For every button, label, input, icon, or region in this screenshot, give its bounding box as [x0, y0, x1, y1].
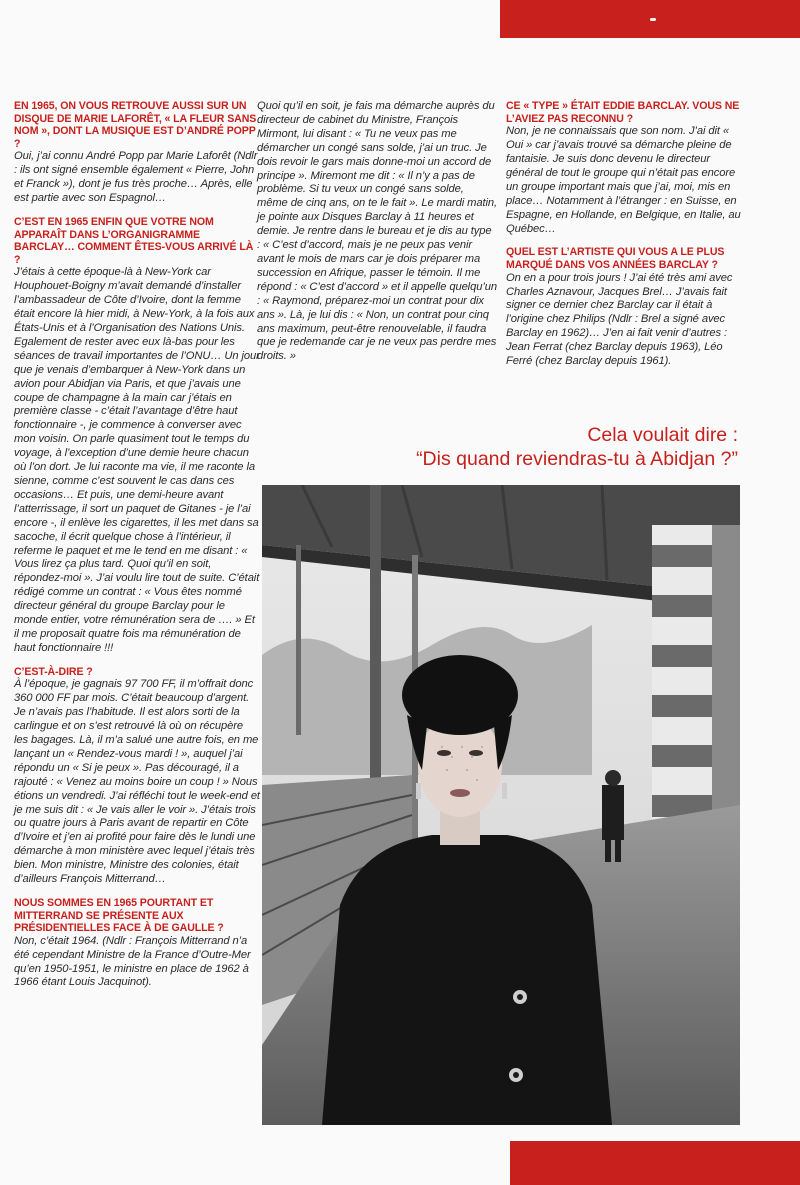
station-platform-photo: [262, 485, 740, 1125]
question-heading: NOUS SOMMES EN 1965 POURTANT ET MITTERRAND SE PRÉSENTE AUX PRÉSIDENTIELLES FACE À DE GAULLE ?: [14, 896, 224, 935]
column-right: [506, 100, 741, 369]
question-heading: QUEL EST L’ARTISTE QUI VOUS A LE PLUS MARQUÉ DANS VOS ANNÉES BARCLAY ?: [506, 246, 725, 272]
pull-quote-line: Cela voulait dire :: [587, 424, 738, 446]
column-left: [14, 100, 260, 990]
answer-text: Non, c’était 1964. (Ndlr : François Mitterrand n’a été cependant Ministre de la France d’Outre-Mer qu’en 1950-1951, le ministre en place de 1962 à 1966 étant Louis Jacquinot).: [14, 934, 251, 989]
answer-text: Oui, j’ai connu André Popp par Marie Laforêt (Ndlr : ils ont signé ensemble également « Pierre, John et Franck »), dont je fus très proche… Après, elle est partie avec son Espagnol…: [14, 150, 258, 205]
question-heading: C’EST EN 1965 ENFIN QUE VOTRE NOM APPARAÎT DANS L’ORGANIGRAMME BARCLAY… COMMENT ÊTES-VOUS ARRIVÉ LÀ ?: [14, 216, 254, 266]
answer-text: À l’époque, je gagnais 97 700 FF, il m’offrait donc 360 000 FF par mois. C’était beaucoup d’argent. Je n’avais pas l’habitude. Il est alors sorti de la carlingue et on s’est retrouvé là où on récupère les bagages. Là, il m’a salué une autre fois, en me lançant un « Rendez-vous mardi ! », auquel j’ai répondu un « Si je peux ». Pas découragé, il a rajouté : « Venez au moins boire un coup ! » Nous étions un vendredi. J’ai réfléchi tout le week-end et je me suis dit : « Je vais aller le voir ». J’étais trois ou quatre jours à Paris avant de repartir en Côte d’Ivoire et j’en ai profité pour faire dès le lundi une démarche à mon ministère avec lequel j’étais très bien. Mon ministre, Ministre des colonies, était d’ailleurs François Mitterrand…: [14, 678, 260, 886]
photo-illustration: [262, 485, 740, 1125]
answer-text: Non, je ne connaissais que son nom. J’ai dit « Oui » car j’avais trouvé sa démarche pleine de fantaisie. Je suis donc devenu le directeur général de tout le groupe qui n’était pas encore un groupe important mais que j’ai, moi, mis en place… Notamment à l’étranger : en Suisse, en Espagne, en Hollande, en Belgique, en Italie, au Québec…: [506, 125, 741, 235]
top-accent-bar: [500, 0, 800, 38]
bottom-accent-bar: [510, 1141, 800, 1185]
pull-quote: [358, 423, 738, 471]
column-middle: [257, 100, 497, 364]
answer-text: Quoi qu’il en soit, je fais ma démarche auprès du directeur de cabinet du Ministre, François Mirmont, lui disant : « Tu ne veux pas me démarcher un congé sans solde, j’ai un truc. Je dois revoir le gars mais donne-moi un accord de principe ». Miremont me dit : « Il n’y a pas de problème. Si tu veux un congé sans solde, même de cinq ans, on te le fait ». Le mardi matin, je pointe aux Disques Barclay à 11 heures et demie. Je rentre dans le bureau et je dis au type : « C’est d’accord, mais je ne peux pas venir avant le mois de mars car je dois préparer ma succession en Afrique, passer le témoin. Il me répond : « C’est d’accord » et il appelle quelqu’un : « Raymond, préparez-moi un contrat pour dix ans ». Là, je lui dis : « Non, un contrat pour cinq ans maximum, peut-être renouvelable, il faudra que je redemande car je ne veux pas perdre mes droits. »: [257, 100, 498, 363]
pull-quote-line: “Dis quand reviendras-tu à Abidjan ?”: [416, 448, 738, 470]
answer-text: On en a pour trois jours ! J’ai été très ami avec Charles Aznavour, Jacques Brel… J’avais fait signer ce dernier chez Barclay car il était à l’origine chez Philips (Ndlr : Brel a signé avec Barclay en 1962)… J’en ai fait venir d’autres : Jean Ferrat (chez Barclay depuis 1963), Léo Ferré (chez Barclay depuis 1961).: [506, 271, 733, 368]
question-heading: CE « TYPE » ÉTAIT EDDIE BARCLAY. VOUS NE L’AVIEZ PAS RECONNU ?: [506, 100, 740, 125]
question-heading: EN 1965, ON VOUS RETROUVE AUSSI SUR UN DISQUE DE MARIE LAFORÊT, « LA FLEUR SANS NOM », DONT LA MUSIQUE EST D’ANDRÉ POPP ?: [14, 100, 257, 150]
answer-text: J’étais à cette époque-là à New-York car Houphouet-Boigny m’avait demandé d’installer l’ambassadeur de Côte d’Ivoire, dont la femme était encore là hier midi, à New-York, à la fois aux États-Unis et à l’Organisation des Nations Unis. Egalement de rester avec eux là-bas pour les séances de travail importantes de l’ONU… Un jour que je venais d’embarquer à New-York dans un avion pour Abidjan via Paris, et que j’avais une coupe de champagne à la main car j’étais en première classe - c’était l’avantage d’être haut fonctionnaire -, je commence à converser avec mon voisin. On parle quasiment tout le temps du voyage, à l’exception d’une demie heure chacun où l’on dort. Je lui raconte ma vie, il me raconte la sienne, comme c’est souvent le cas dans ces occasions… Et puis, une demi-heure avant l’atterrissage, il sort un paquet de Gitanes - je l’ai encore -, il enlève les cigarettes, il les met dans sa sacoche, il écrit quelque chose à l’intérieur, il referme le paquet et me le tend en me disant : « Vous lirez ça plus tard. Quoi qu’il en soit, répondez-moi ». J’ai voulu lire tout de suite. C’était rédigé comme un contrat : « Vous êtes nommé directeur général du groupe Barclay pour le monde entier, votre rémunération sera de …. » Et il me proposait quatre fois ma rémunération de haut fonctionnaire !!!: [14, 266, 260, 654]
top-bar-notch: [650, 18, 656, 21]
question-heading: C’EST-À-DIRE ?: [14, 665, 93, 678]
